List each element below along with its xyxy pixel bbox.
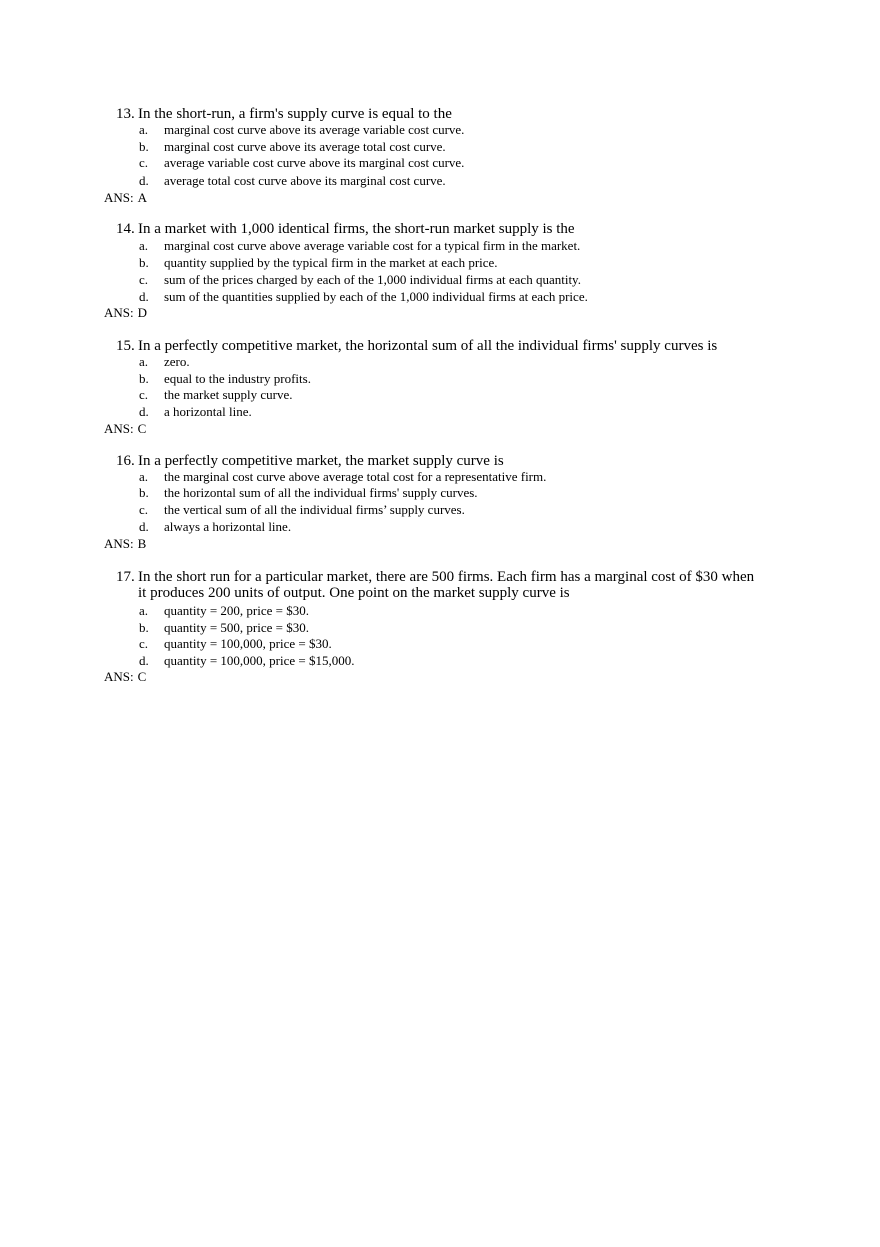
option-text: always a horizontal line.: [164, 519, 292, 534]
option-letter: d.: [139, 653, 149, 668]
question-text: In the short-run, a firm's supply curve is equal to the: [138, 106, 452, 122]
option-text: quantity supplied by the typical firm in the market at each price.: [164, 255, 498, 270]
option-text: average total cost curve above its marginal cost curve.: [164, 173, 446, 188]
answer-value: C: [137, 669, 147, 684]
option-letter: a.: [139, 238, 149, 253]
answer-value: B: [137, 536, 147, 551]
answer-line: [104, 422, 146, 436]
question-text: In a perfectly competitive market, the market supply curve is: [138, 453, 504, 469]
option-text: marginal cost curve above its average variable cost curve.: [164, 122, 465, 137]
option-letter: a.: [139, 469, 149, 484]
option-text: the market supply curve.: [164, 387, 293, 402]
option-letter: a.: [139, 603, 149, 618]
question-number: 15.: [116, 338, 135, 354]
question-text: In the short run for a particular market, there are 500 firms. Each firm has a marginal cost of $30 when it produces 200 units of output. One point on the market supply curve is: [138, 569, 755, 601]
question-text: In a perfectly competitive market, the horizontal sum of all the individual firms' supply curves is: [138, 338, 718, 354]
option-text: quantity = 500, price = $30.: [164, 620, 309, 635]
option-text: sum of the quantities supplied by each of the 1,000 individual firms at each price.: [164, 289, 588, 304]
question-number: 17.: [116, 569, 135, 585]
option-letter: b.: [139, 485, 149, 500]
option-text: quantity = 200, price = $30.: [164, 603, 309, 618]
option-letter: c.: [139, 636, 149, 651]
question-text: In a market with 1,000 identical firms, the short-run market supply is the: [138, 221, 575, 237]
option-letter: c.: [139, 387, 149, 402]
option-letter: d.: [139, 173, 149, 188]
answer-label: ANS:: [104, 536, 134, 551]
option-text: sum of the prices charged by each of the 1,000 individual firms at each quantity.: [164, 272, 581, 287]
answer-value: A: [137, 190, 148, 205]
answer-value: C: [137, 421, 147, 436]
option-letter: d.: [139, 404, 149, 419]
option-text: the vertical sum of all the individual firms’ supply curves.: [164, 502, 465, 517]
option-text: quantity = 100,000, price = $15,000.: [164, 653, 355, 668]
answer-label: ANS:: [104, 421, 134, 436]
question-number: 13.: [116, 106, 135, 122]
option-letter: b.: [139, 620, 149, 635]
answer-label: ANS:: [104, 669, 134, 684]
answer-line: [104, 537, 146, 551]
answer-line: [104, 191, 147, 205]
option-text: average variable cost curve above its marginal cost curve.: [164, 155, 465, 170]
option-letter: b.: [139, 255, 149, 270]
question-number: 14.: [116, 221, 135, 237]
option-letter: c.: [139, 272, 149, 287]
option-letter: b.: [139, 139, 149, 154]
option-text: quantity = 100,000, price = $30.: [164, 636, 332, 651]
option-text: marginal cost curve above its average total cost curve.: [164, 139, 446, 154]
answer-label: ANS:: [104, 190, 134, 205]
option-letter: a.: [139, 354, 149, 369]
answer-label: ANS:: [104, 305, 134, 320]
answer-value: D: [137, 305, 148, 320]
option-text: zero.: [164, 354, 190, 369]
question-number: 16.: [116, 453, 135, 469]
option-text: the marginal cost curve above average total cost for a representative firm.: [164, 469, 547, 484]
option-letter: c.: [139, 155, 149, 170]
option-letter: b.: [139, 371, 149, 386]
option-letter: a.: [139, 122, 149, 137]
option-text: the horizontal sum of all the individual firms' supply curves.: [164, 485, 478, 500]
answer-line: [104, 306, 147, 320]
option-text: marginal cost curve above average variable cost for a typical firm in the market.: [164, 238, 581, 253]
option-letter: d.: [139, 289, 149, 304]
option-letter: c.: [139, 502, 149, 517]
answer-line: [104, 670, 146, 684]
option-text: a horizontal line.: [164, 404, 252, 419]
option-letter: d.: [139, 519, 149, 534]
option-text: equal to the industry profits.: [164, 371, 311, 386]
